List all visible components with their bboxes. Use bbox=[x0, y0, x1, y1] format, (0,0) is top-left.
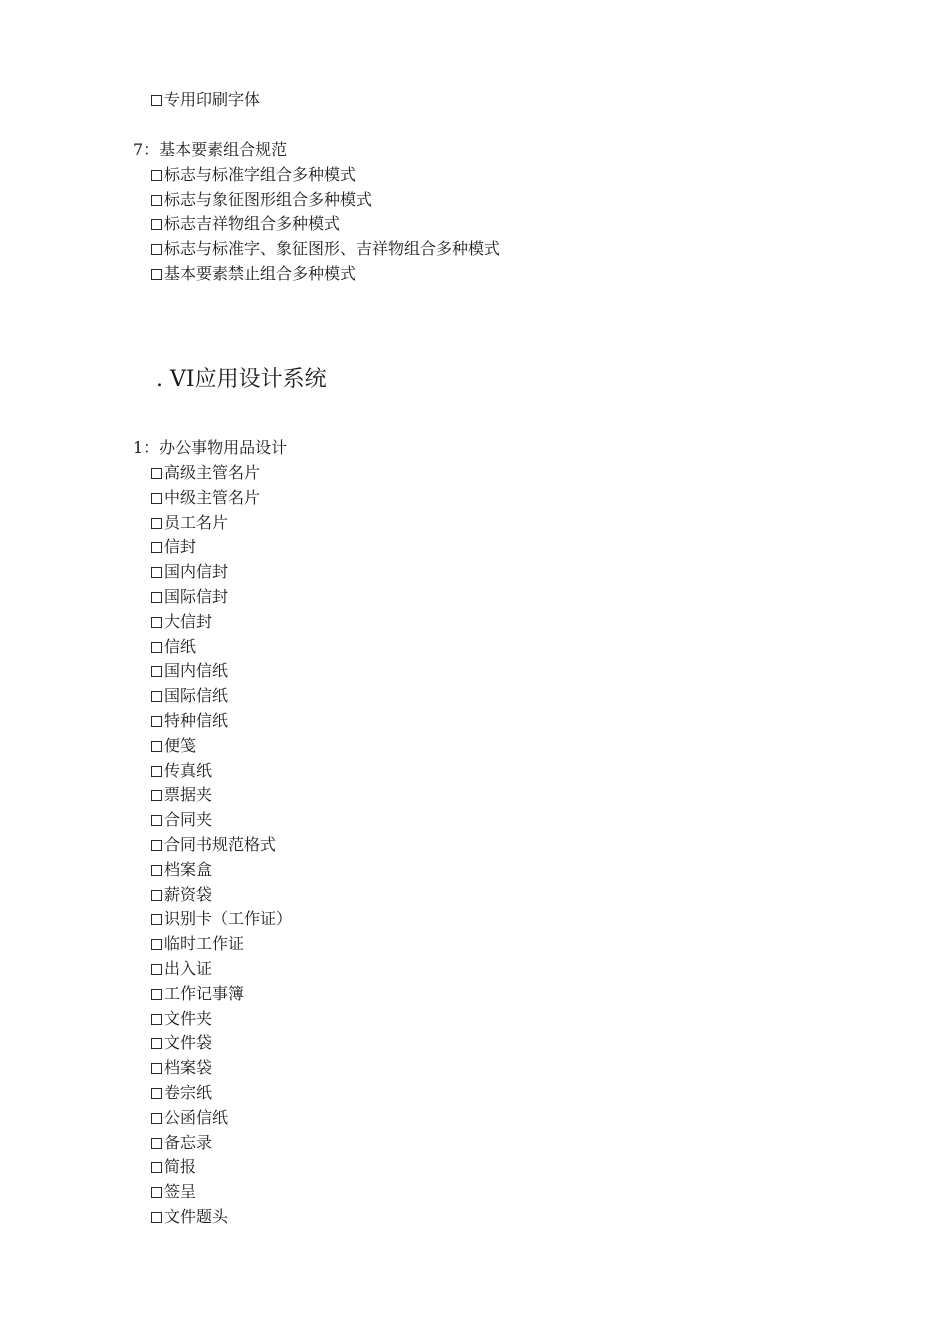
checkbox-item bbox=[151, 1108, 228, 1128]
section-heading-1: 1：办公事物用品设计 bbox=[133, 438, 288, 457]
checkbox-item bbox=[151, 1083, 212, 1103]
checkbox-square-icon bbox=[151, 939, 162, 950]
checkbox-square-icon bbox=[151, 567, 162, 578]
section-heading-7: 7：基本要素组合规范 bbox=[133, 140, 288, 159]
item-label: 专用印刷字体 bbox=[164, 90, 261, 109]
checkbox-square-icon bbox=[151, 741, 162, 752]
checkbox-item bbox=[151, 785, 212, 805]
item-label: 文件题头 bbox=[164, 1207, 229, 1226]
checkbox-item bbox=[151, 264, 356, 284]
checkbox-square-icon bbox=[151, 790, 162, 801]
checkbox-square-icon bbox=[151, 1212, 162, 1223]
checkbox-item bbox=[151, 711, 228, 731]
checkbox-item bbox=[151, 736, 196, 756]
checkbox-item bbox=[151, 537, 196, 557]
checkbox-square-icon bbox=[151, 195, 162, 206]
checkbox-item bbox=[151, 860, 212, 880]
item-label: 高级主管名片 bbox=[164, 463, 261, 482]
item-label: 票据夹 bbox=[164, 785, 213, 804]
checkbox-square-icon bbox=[151, 964, 162, 975]
checkbox-square-icon bbox=[151, 766, 162, 777]
item-label: 签呈 bbox=[164, 1182, 197, 1201]
item-label: 国际信封 bbox=[164, 587, 229, 606]
checkbox-square-icon bbox=[151, 716, 162, 727]
item-label: 简报 bbox=[164, 1157, 197, 1176]
item-label: 合同书规范格式 bbox=[164, 835, 277, 854]
checkbox-item bbox=[151, 90, 260, 110]
checkbox-item bbox=[151, 612, 212, 632]
checkbox-item bbox=[151, 1058, 212, 1078]
item-label: 临时工作证 bbox=[164, 934, 245, 953]
item-label: 薪资袋 bbox=[164, 885, 213, 904]
checkbox-square-icon bbox=[151, 518, 162, 529]
item-label: 国内信纸 bbox=[164, 661, 229, 680]
checkbox-item bbox=[151, 1182, 196, 1202]
checkbox-item bbox=[151, 562, 228, 582]
item-label: 合同夹 bbox=[164, 810, 213, 829]
checkbox-item bbox=[151, 934, 244, 954]
checkbox-item bbox=[151, 488, 260, 508]
checkbox-square-icon bbox=[151, 1113, 162, 1124]
checkbox-square-icon bbox=[151, 1014, 162, 1025]
item-label: 基本要素禁止组合多种模式 bbox=[164, 264, 357, 283]
item-label: 标志与标准字、象征图形、吉祥物组合多种模式 bbox=[164, 239, 501, 258]
checkbox-item bbox=[151, 637, 196, 657]
checkbox-square-icon bbox=[151, 890, 162, 901]
item-label: 文件袋 bbox=[164, 1033, 213, 1052]
checkbox-item bbox=[151, 463, 260, 483]
checkbox-square-icon bbox=[151, 914, 162, 925]
item-label: 公函信纸 bbox=[164, 1108, 229, 1127]
checkbox-item bbox=[151, 1207, 228, 1227]
checkbox-square-icon bbox=[151, 95, 162, 106]
checkbox-square-icon bbox=[151, 865, 162, 876]
item-label: 国际信纸 bbox=[164, 686, 229, 705]
checkbox-square-icon bbox=[151, 1138, 162, 1149]
checkbox-item bbox=[151, 686, 228, 706]
item-label: 标志与象征图形组合多种模式 bbox=[164, 190, 373, 209]
checkbox-item bbox=[151, 190, 372, 210]
item-label: 档案盒 bbox=[164, 860, 213, 879]
chapter-title: . VI应用设计系统 bbox=[156, 367, 327, 392]
checkbox-square-icon bbox=[151, 1162, 162, 1173]
checkbox-square-icon bbox=[151, 170, 162, 181]
item-label: 标志与标准字组合多种模式 bbox=[164, 165, 357, 184]
checkbox-square-icon bbox=[151, 219, 162, 230]
item-label: 大信封 bbox=[164, 612, 213, 631]
item-label: 中级主管名片 bbox=[164, 488, 261, 507]
item-label: 识别卡（工作证） bbox=[164, 909, 293, 928]
checkbox-square-icon bbox=[151, 815, 162, 826]
checkbox-item bbox=[151, 661, 228, 681]
checkbox-item bbox=[151, 984, 244, 1004]
checkbox-square-icon bbox=[151, 1038, 162, 1049]
checkbox-square-icon bbox=[151, 493, 162, 504]
checkbox-square-icon bbox=[151, 840, 162, 851]
checkbox-item bbox=[151, 1157, 196, 1177]
item-label: 员工名片 bbox=[164, 513, 229, 532]
item-label: 出入证 bbox=[164, 959, 213, 978]
item-label: 传真纸 bbox=[164, 761, 213, 780]
checkbox-item bbox=[151, 1133, 212, 1153]
checkbox-item bbox=[151, 513, 228, 533]
checkbox-square-icon bbox=[151, 617, 162, 628]
checkbox-square-icon bbox=[151, 1187, 162, 1198]
checkbox-square-icon bbox=[151, 989, 162, 1000]
checkbox-item bbox=[151, 239, 500, 259]
checkbox-item bbox=[151, 587, 228, 607]
checkbox-item bbox=[151, 165, 356, 185]
checkbox-square-icon bbox=[151, 691, 162, 702]
checkbox-item bbox=[151, 1009, 212, 1029]
checkbox-square-icon bbox=[151, 244, 162, 255]
checkbox-item bbox=[151, 835, 276, 855]
item-label: 国内信封 bbox=[164, 562, 229, 581]
checkbox-square-icon bbox=[151, 269, 162, 280]
checkbox-square-icon bbox=[151, 1063, 162, 1074]
item-label: 特种信纸 bbox=[164, 711, 229, 730]
checkbox-item bbox=[151, 1033, 212, 1053]
item-label: 备忘录 bbox=[164, 1133, 213, 1152]
item-label: 信纸 bbox=[164, 637, 197, 656]
checkbox-item bbox=[151, 959, 212, 979]
item-label: 档案袋 bbox=[164, 1058, 213, 1077]
item-label: 卷宗纸 bbox=[164, 1083, 213, 1102]
checkbox-item bbox=[151, 885, 212, 905]
checkbox-item bbox=[151, 214, 340, 234]
checkbox-square-icon bbox=[151, 642, 162, 653]
item-label: 工作记事簿 bbox=[164, 984, 245, 1003]
item-label: 便笺 bbox=[164, 736, 197, 755]
checkbox-square-icon bbox=[151, 592, 162, 603]
item-label: 信封 bbox=[164, 537, 197, 556]
checkbox-square-icon bbox=[151, 542, 162, 553]
item-label: 文件夹 bbox=[164, 1009, 213, 1028]
checkbox-item bbox=[151, 810, 212, 830]
item-label: 标志吉祥物组合多种模式 bbox=[164, 214, 341, 233]
checkbox-square-icon bbox=[151, 666, 162, 677]
checkbox-item bbox=[151, 761, 212, 781]
checkbox-square-icon bbox=[151, 468, 162, 479]
checkbox-item bbox=[151, 909, 292, 929]
checkbox-square-icon bbox=[151, 1088, 162, 1099]
